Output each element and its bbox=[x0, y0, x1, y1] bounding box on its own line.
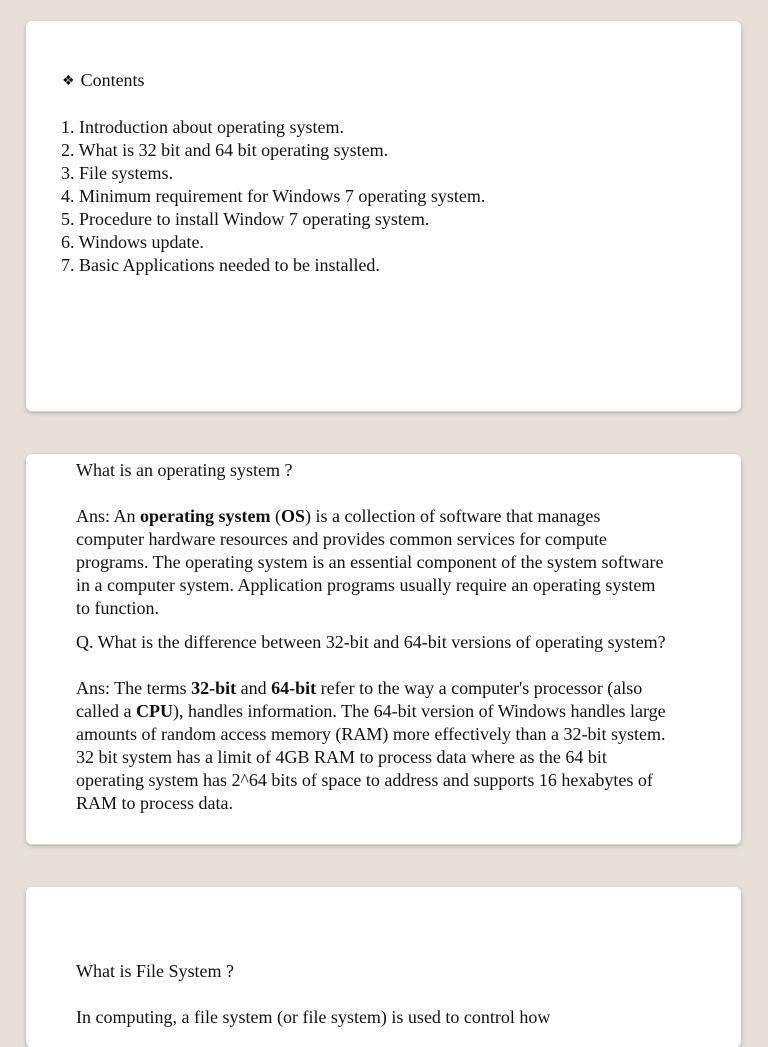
answer-text: ), handles information. The 64-bit version of Windows handles large amounts of random access memory (RAM) more effectively than a 32-bit system. 32 bit system has a limit of 4GB RAM to process data where as the 64 bit operating system has 2^64 bits of space to address and supports 16 hexabytes of RAM to process data. bbox=[76, 701, 666, 813]
answer-text: Ans: An bbox=[76, 506, 141, 526]
toc-item: 1. Introduction about operating system. bbox=[61, 117, 344, 137]
os-question-section bbox=[76, 459, 671, 815]
bold-term: operating system bbox=[140, 506, 271, 526]
toc-item: 4. Minimum requirement for Windows 7 operating system. bbox=[61, 186, 486, 206]
toc-item: 2. What is 32 bit and 64 bit operating system. bbox=[61, 140, 389, 160]
table-of-contents bbox=[61, 116, 485, 277]
question-heading: What is an operating system ? bbox=[76, 460, 293, 480]
bold-term: OS bbox=[281, 506, 306, 526]
four-diamond-bullet-icon: ❖ bbox=[62, 74, 75, 89]
bold-term: CPU bbox=[135, 701, 173, 721]
answer-paragraph bbox=[76, 677, 671, 815]
answer-text: and bbox=[236, 678, 272, 698]
question-heading: Q. What is the difference between 32-bit and 64-bit versions of operating system? bbox=[76, 632, 666, 652]
answer-paragraph: In computing, a file system (or file system) is used to control how bbox=[76, 1007, 551, 1027]
toc-item: 5. Procedure to install Window 7 operating system. bbox=[61, 209, 430, 229]
answer-paragraph bbox=[76, 505, 671, 620]
answer-text: ) is a collection of software that manages computer hardware resources and provides common services for compute programs. The operating system is an essential component of the system software in a computer system. Application programs usually require an operating system to function. bbox=[76, 506, 664, 618]
answer-text: Ans: The terms bbox=[76, 678, 192, 698]
toc-item: 7. Basic Applications needed to be installed. bbox=[61, 255, 380, 275]
contents-heading bbox=[62, 69, 145, 93]
contents-title-text: Contents bbox=[80, 70, 145, 90]
answer-text: refer to the way a computer's processor (also called a bbox=[76, 678, 643, 721]
question-heading: What is File System ? bbox=[76, 961, 234, 981]
toc-item: 3. File systems. bbox=[61, 163, 174, 183]
page-2 bbox=[26, 454, 741, 844]
toc-item: 6. Windows update. bbox=[61, 232, 204, 252]
file-system-section bbox=[76, 960, 671, 1029]
page-1 bbox=[26, 21, 741, 411]
answer-text: ( bbox=[270, 506, 281, 526]
page-3 bbox=[26, 887, 741, 1047]
bold-term: 64-bit bbox=[271, 678, 317, 698]
bold-term: 32-bit bbox=[191, 678, 237, 698]
